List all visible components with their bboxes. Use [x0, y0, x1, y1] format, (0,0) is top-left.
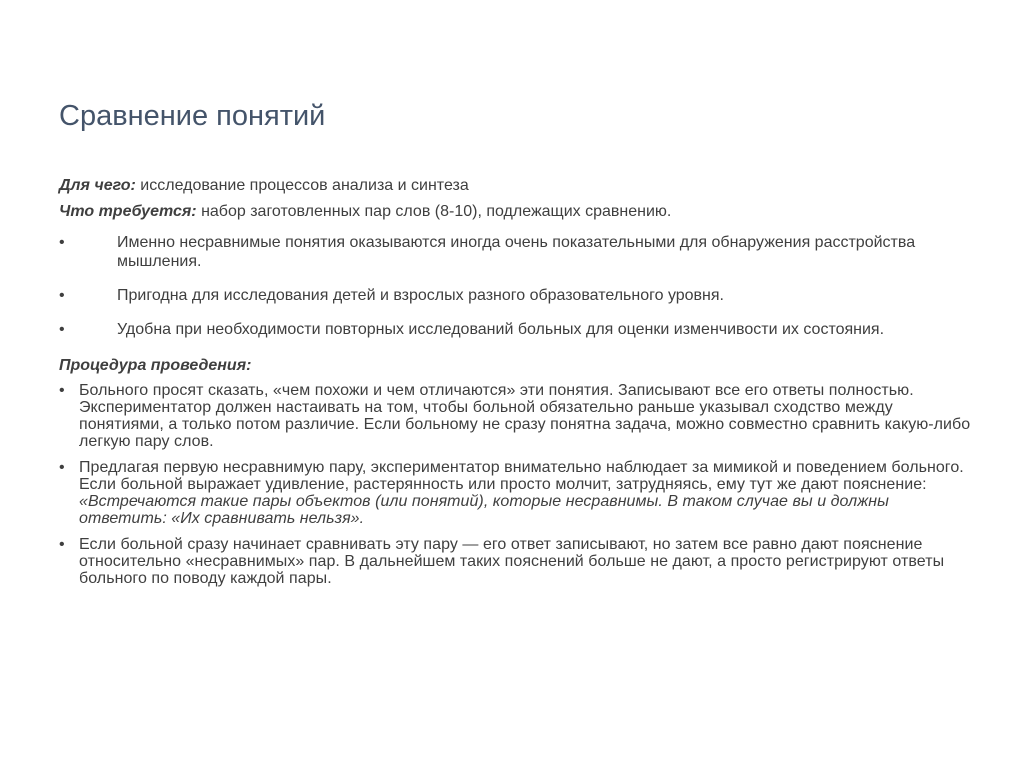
slide-body	[59, 176, 974, 596]
procedure-item	[59, 459, 974, 527]
requires-label: Что требуется:	[59, 203, 197, 220]
bullet-text: Удобна при необходимости повторных исследований больных для оценки изменчивости их состояния.	[117, 321, 885, 338]
bullet-dot: •	[59, 321, 65, 338]
bullet-text: Именно несравнимые понятия оказываются иногда очень показательными для обнаружения расстройства мышления.	[117, 234, 916, 270]
bullet-dot: •	[59, 536, 65, 553]
procedure-quote: «Встречаются такие пары объектов (или понятий), которые несравнимы. В таком случае вы и должны ответить: «Их сравнивать нельзя».	[79, 493, 889, 527]
purpose-label: Для чего:	[59, 177, 136, 194]
requires-text: набор заготовленных пар слов (8-10), подлежащих сравнению.	[196, 203, 672, 220]
bullet-dot: •	[59, 459, 65, 476]
procedure-text: Больного просят сказать, «чем похожи и чем отличаются» эти понятия. Записывают все его ответы полностью. Экспериментатор должен настаивать на том, чтобы больной обязательно раньше указывал сходство между понятиями, а только потом различие. Если больному не сразу понятна задача, можно совместно сравнить какую-либо легкую пару слов.	[79, 382, 971, 450]
bullet-text: Пригодна для исследования детей и взрослых разного образовательного уровня.	[117, 287, 724, 304]
procedure-text: Если больной сразу начинает сравнивать эту пару — его ответ записывают, но затем все равно дают пояснение относительно «несравнимых» пар. В дальнейшем таких пояснений больше не дают, а просто регистрируют ответы больного по поводу каждой пары.	[79, 536, 945, 587]
procedure-item	[59, 536, 974, 587]
bullet-item	[59, 286, 974, 305]
bullet-item	[59, 320, 974, 339]
slide-title: Сравнение понятий	[59, 100, 326, 132]
procedure-item	[59, 382, 974, 450]
procedure-title: Процедура проведения:	[59, 357, 252, 374]
procedure-text: Предлагая первую несравнимую пару, экспериментатор внимательно наблюдает за мимикой и поведением больного. Если больной выражает удивление, растерянность или просто молчит, затрудняясь, ему тут же дают пояснение:	[79, 459, 964, 493]
bullet-dot: •	[59, 287, 65, 304]
bullet-dot: •	[59, 234, 65, 251]
requires-line	[59, 202, 974, 221]
bullet-item	[59, 233, 974, 271]
bullet-dot: •	[59, 382, 65, 399]
purpose-text: исследование процессов анализа и синтеза	[135, 177, 469, 194]
purpose-line	[59, 176, 974, 195]
